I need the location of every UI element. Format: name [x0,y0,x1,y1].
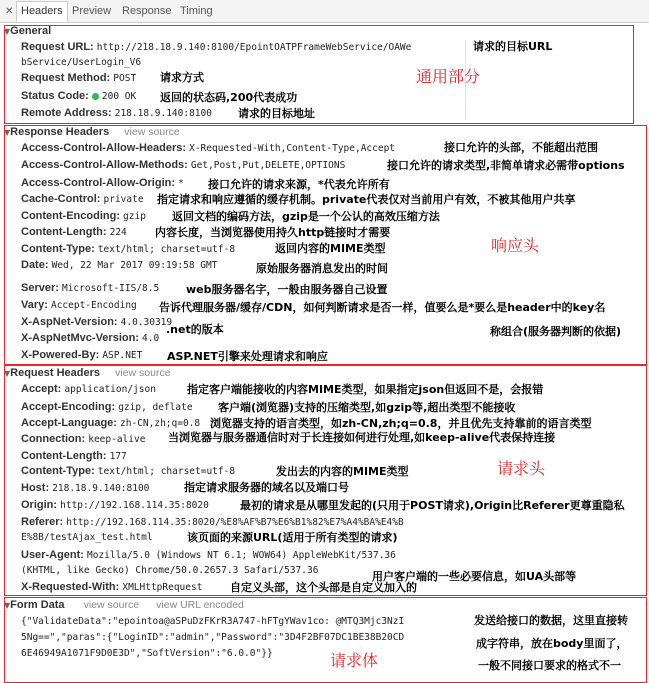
tab-headers[interactable]: Headers [16,1,68,22]
annotation-form: 请求体 [330,651,379,670]
req-header-row-cont: (KHTML, like Gecko) Chrome/50.0.2657.3 Safari/537.36 [21,565,319,576]
annotation: 原始服务器消息发出的时间 [256,262,388,275]
general-highlight-box [4,25,634,124]
annotation-response: 响应头 [491,236,540,255]
req-header-row: Connection: keep-alive [21,433,146,445]
annotation: 浏览器支持的语言类型，如zh-CN,zh;q=0.8，并且优先支持靠前的语言类型 [210,417,592,430]
close-icon[interactable]: ✕ [5,6,14,17]
annotation: 接口允许的请求来源，*代表允许所有 [208,178,390,191]
annotation-general: 通用部分 [416,67,481,86]
collapse-triangle-icon: ▼ [4,601,11,610]
view-source-link[interactable]: view source [83,599,140,611]
req-header-row: Host: 218.18.9.140:8100 [21,482,150,494]
tab-response[interactable]: Response [122,5,172,17]
annotation-url: 请求的目标URL [473,40,553,53]
annotation: 最初的请求是从哪里发起的(只用于POST请求),Origin比Referer更尊重隐私 [240,499,625,512]
req-header-row: Accept: application/json [21,383,156,395]
annotation: 发出去的内容的MIME类型 [276,465,409,478]
request-url-row: Request URL: http://218.18.9.140:8100/EpointOATPFrameWebService/OAWe [21,41,412,53]
collapse-triangle-icon: ▼ [4,369,11,378]
annotation: 接口允许的请求类型,非简单请求必需带options [387,159,625,172]
form-data-line: 6E46949A1071F9D0E3D","SoftVersion":"6.0.0"}} [21,648,273,659]
annotation-status: 返回的状态码,200代表成功 [160,91,298,104]
request-highlight-box [4,365,647,596]
annotation: 返回内容的MIME类型 [275,242,386,255]
annotation: 客户端(浏览器)支持的压缩类型,如gzip等,超出类型不能接收 [218,401,516,414]
collapse-triangle-icon: ▼ [4,27,11,36]
form-highlight-box [4,597,647,683]
devtools-tabbar [0,0,649,23]
form-data-line: 5Ng==","paras":{"LoginID":"admin","Password":"3D4F2BF07DC1BE38B20CD [21,632,405,643]
req-header-row-cont: E%8B/testAjax_test.html [21,532,153,543]
resp-header-row: Access-Control-Allow-Origin: * [21,177,184,189]
req-header-row: User-Agent: Mozilla/5.0 (Windows NT 6.1; WOW64) AppleWebKit/537.36 [21,549,396,561]
annotation: 告诉代理服务器/缓存/CDN，如何判断请求是否一样，值要么是*要么是header中的key名 [159,301,606,314]
annotation-request: 请求头 [497,459,546,478]
annotation: 该页面的来源URL(适用于所有类型的请求) [187,531,398,544]
annotation: 称组合(服务器判断的依据) [490,325,622,338]
annotation-method: 请求方式 [160,71,204,84]
tab-preview[interactable]: Preview [72,5,112,17]
request-method-row: Request Method: POST [21,72,137,84]
resp-header-row: Date: Wed, 22 Mar 2017 09:19:58 GMT [21,259,218,271]
req-header-row: Origin: http://192.168.114.35:8020 [21,499,209,511]
annotation: 发送给接口的数据，这里直接转 [474,614,628,627]
annotation: 一般不同接口要求的格式不一 [478,659,621,672]
annotation: 当浏览器与服务器通信时对于长连接如何进行处理,如keep-alive代表保持连接 [168,431,556,444]
annotation: .net的版本 [166,323,224,336]
status-code-row: Status Code: 200 OK [21,90,137,102]
req-header-row: Content-Length: 177 [21,450,127,462]
form-data-section-header[interactable]: ▼Form Data view source view URL encoded [4,599,244,611]
response-highlight-box [4,125,647,365]
resp-header-row: Server: Microsoft-IIS/8.5 [21,282,160,294]
annotation: web服务器名字，一般由服务器自己设置 [186,283,388,296]
resp-header-row: X-AspNetMvc-Version: 4.0 [21,332,160,344]
resp-header-row: X-Powered-By: ASP.NET [21,349,143,361]
resp-header-row: Content-Encoding: gzip [21,210,146,222]
view-source-link[interactable]: view source [115,367,171,379]
request-url-row-cont: bService/UserLogin_V6 [21,57,142,68]
resp-header-row: Content-Length: 224 [21,226,127,238]
resp-header-row: Cache-Control: private [21,193,144,205]
annotation: ASP.NET引擎来处理请求和响应 [167,350,328,363]
annotation: 返回文档的编码方法，gzip是一个公认的高效压缩方法 [172,210,440,223]
annotation: 自定义头部，这个头部是自定义加入的 [230,581,417,594]
general-section-header[interactable]: ▼General [4,25,52,37]
annotation: 指定客户端能接收的内容MIME类型，如果指定json但返回不是，会报错 [187,383,544,396]
req-header-row: Accept-Encoding: gzip, deflate [21,401,193,413]
response-headers-section-header[interactable]: ▼Response Headers view source [4,126,180,138]
req-header-row: X-Requested-With: XMLHttpRequest [21,581,203,593]
view-source-link[interactable]: view source [124,126,180,138]
annotation: 指定请求服务器的域名以及端口号 [184,481,349,494]
annotation-remote: 请求的目标地址 [238,107,315,120]
resp-header-row: X-AspNet-Version: 4.0.30319 [21,316,173,328]
annotation: 接口允许的头部，不能超出范围 [444,141,598,154]
form-data-line: {"ValidateData":"epointoa@aSPuDzFKrR3A747-hFTgYWav1co: @MTQ3Mjc3NzI [21,616,405,627]
resp-header-row: Access-Control-Allow-Headers: X-Requested-With,Content-Type,Accept [21,142,396,154]
req-header-row: Referer: http://192.168.114.35:8020/%E8%AF%B7%E6%B1%82%E7%A4%BA%E4%B [21,516,404,528]
annotation: 指定请求和响应遵循的缓存机制。private代表仅对当前用户有效，不被其他用户共享 [157,193,576,206]
collapse-triangle-icon: ▼ [4,128,11,137]
request-headers-section-header[interactable]: ▼Request Headers view source [4,367,171,379]
resp-header-row: Access-Control-Allow-Methods: Get,Post,Put,DELETE,OPTIONS [21,159,346,171]
annotation: 用户客户端的一些必要信息，如UA头部等 [372,570,577,583]
annotation: 成字符串，放在body里面了， [476,637,628,650]
resp-header-row: Vary: Accept-Encoding [21,299,137,311]
resp-header-row: Content-Type: text/html; charset=utf-8 [21,243,236,255]
tab-timing[interactable]: Timing [180,5,213,17]
view-url-encoded-link[interactable]: view URL encoded [156,599,244,611]
remote-address-row: Remote Address: 218.18.9.140:8100 [21,107,212,119]
req-header-row: Accept-Language: zh-CN,zh;q=0.8 [21,417,201,429]
req-header-row: Content-Type: text/html; charset=utf-8 [21,465,236,477]
annotation: 内容长度，当浏览器使用持久http链接时才需要 [155,226,391,239]
